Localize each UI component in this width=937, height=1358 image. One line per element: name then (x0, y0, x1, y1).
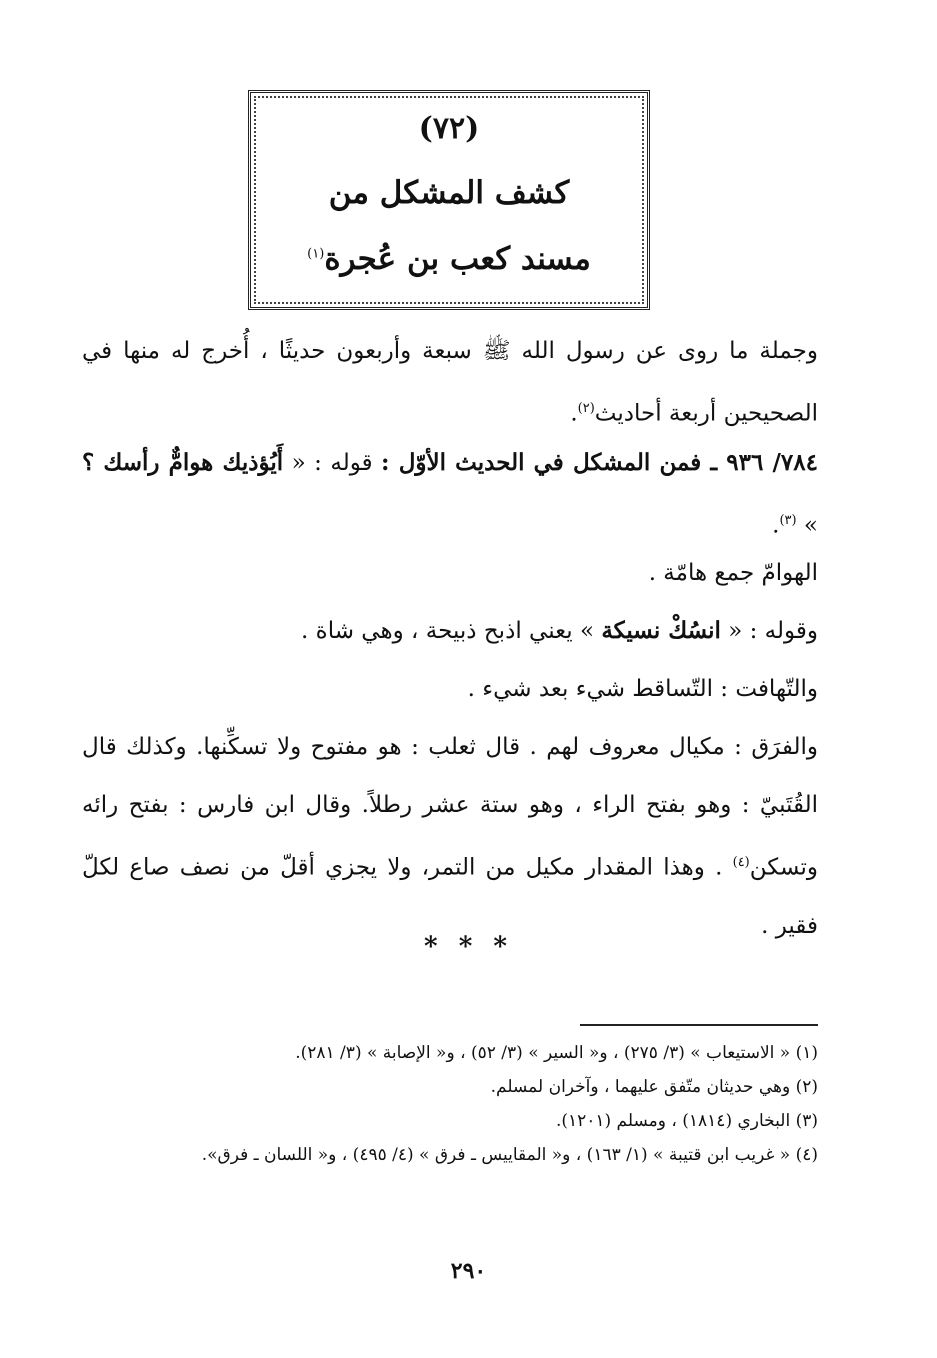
paragraph-faraq-rest: . وهذا المقدار مكيل من التمر، ولا يجزي أقلّ من نصف صاع لكلّ فقير . (82, 854, 818, 939)
chapter-title-line1: كشف المشكل من (328, 175, 570, 211)
hadith-heading-bold: ٧٨٤/ ٩٣٦ ـ فمن المشكل في الحديث الأوّل : (381, 449, 818, 476)
footnote-ref-3: (٣) (779, 513, 797, 528)
hadith-quote: أَيُؤذيك هوامٌّ رأسك ؟ (82, 449, 284, 476)
page-number: ٢٩٠ (450, 1258, 487, 1284)
hadith-heading-dot: . (772, 512, 780, 539)
footnote-4: (٤) « غريب ابن قتيبة » (١/ ١٦٣) ، و« المقاييس ـ فرق » (٤/ ٤٩٥) ، و« اللسان ـ فرق». (201, 1145, 818, 1165)
paragraph-intro-end: . (570, 400, 578, 427)
chapter-number: (٧٢) (418, 111, 480, 146)
footnote-ref-1: (١) (307, 246, 325, 262)
hadith-heading-mid: قوله : « (283, 450, 382, 476)
paragraph-nusuk-end: » يعني اذبح ذبيحة ، وهي شاة . (301, 618, 602, 644)
hadith-heading-end: » (796, 512, 818, 539)
section-separator: * * * (424, 932, 513, 962)
footnote-1: (١) « الاستيعاب » (٣/ ٢٧٥) ، و« السير » (٣/ ٥٢) ، و« الإصابة » (٣/ ٢٨١). (295, 1043, 818, 1063)
paragraph-hawam: الهوامّ جمع هامّة . (648, 560, 818, 586)
paragraph-intro (82, 322, 866, 443)
footnote-ref-2: (٢) (577, 401, 595, 416)
paragraph-tahafut: والتّهافت : التّساقط شيء بعد شيء . (467, 676, 818, 702)
paragraph-faraq-text: والفرَق : مكيال معروف لهم . قال ثعلب : هو مفتوح ولا تسكِّنها. وكذلك قال القُتَبيّ : وهو بفتح الراء ، وهو ستة عشر رطلاً. وقال ابن فارس : بفتح رائه وتسكن (82, 734, 818, 881)
footnote-ref-4: (٤) (732, 855, 750, 870)
footnote-2: (٢) وهي حديثان متّفق عليهما ، وآخران لمسلم. (490, 1077, 818, 1097)
hadith-heading (82, 434, 818, 555)
footnotes (160, 1036, 818, 1172)
nusuk-quote: انسُكْ نسيكة (601, 617, 721, 644)
footnote-divider (580, 1024, 818, 1026)
paragraph-faraq (82, 718, 866, 955)
chapter-title-line2-text: مسند كعب بن عُجرة (324, 241, 591, 277)
paragraph-nusuk (82, 602, 866, 660)
chapter-title-line2 (251, 241, 647, 277)
chapter-title-box (248, 90, 650, 310)
paragraph-intro-text: وجملة ما روى عن رسول الله ﷺ سبعة وأربعون حديثًا ، أُخرج له منها في الصحيحين أربعة أحاديث (82, 338, 818, 427)
footnote-3: (٣) البخاري (١٨١٤) ، ومسلم (١٢٠١). (555, 1111, 818, 1131)
paragraph-nusuk-start: وقوله : « (720, 618, 818, 644)
